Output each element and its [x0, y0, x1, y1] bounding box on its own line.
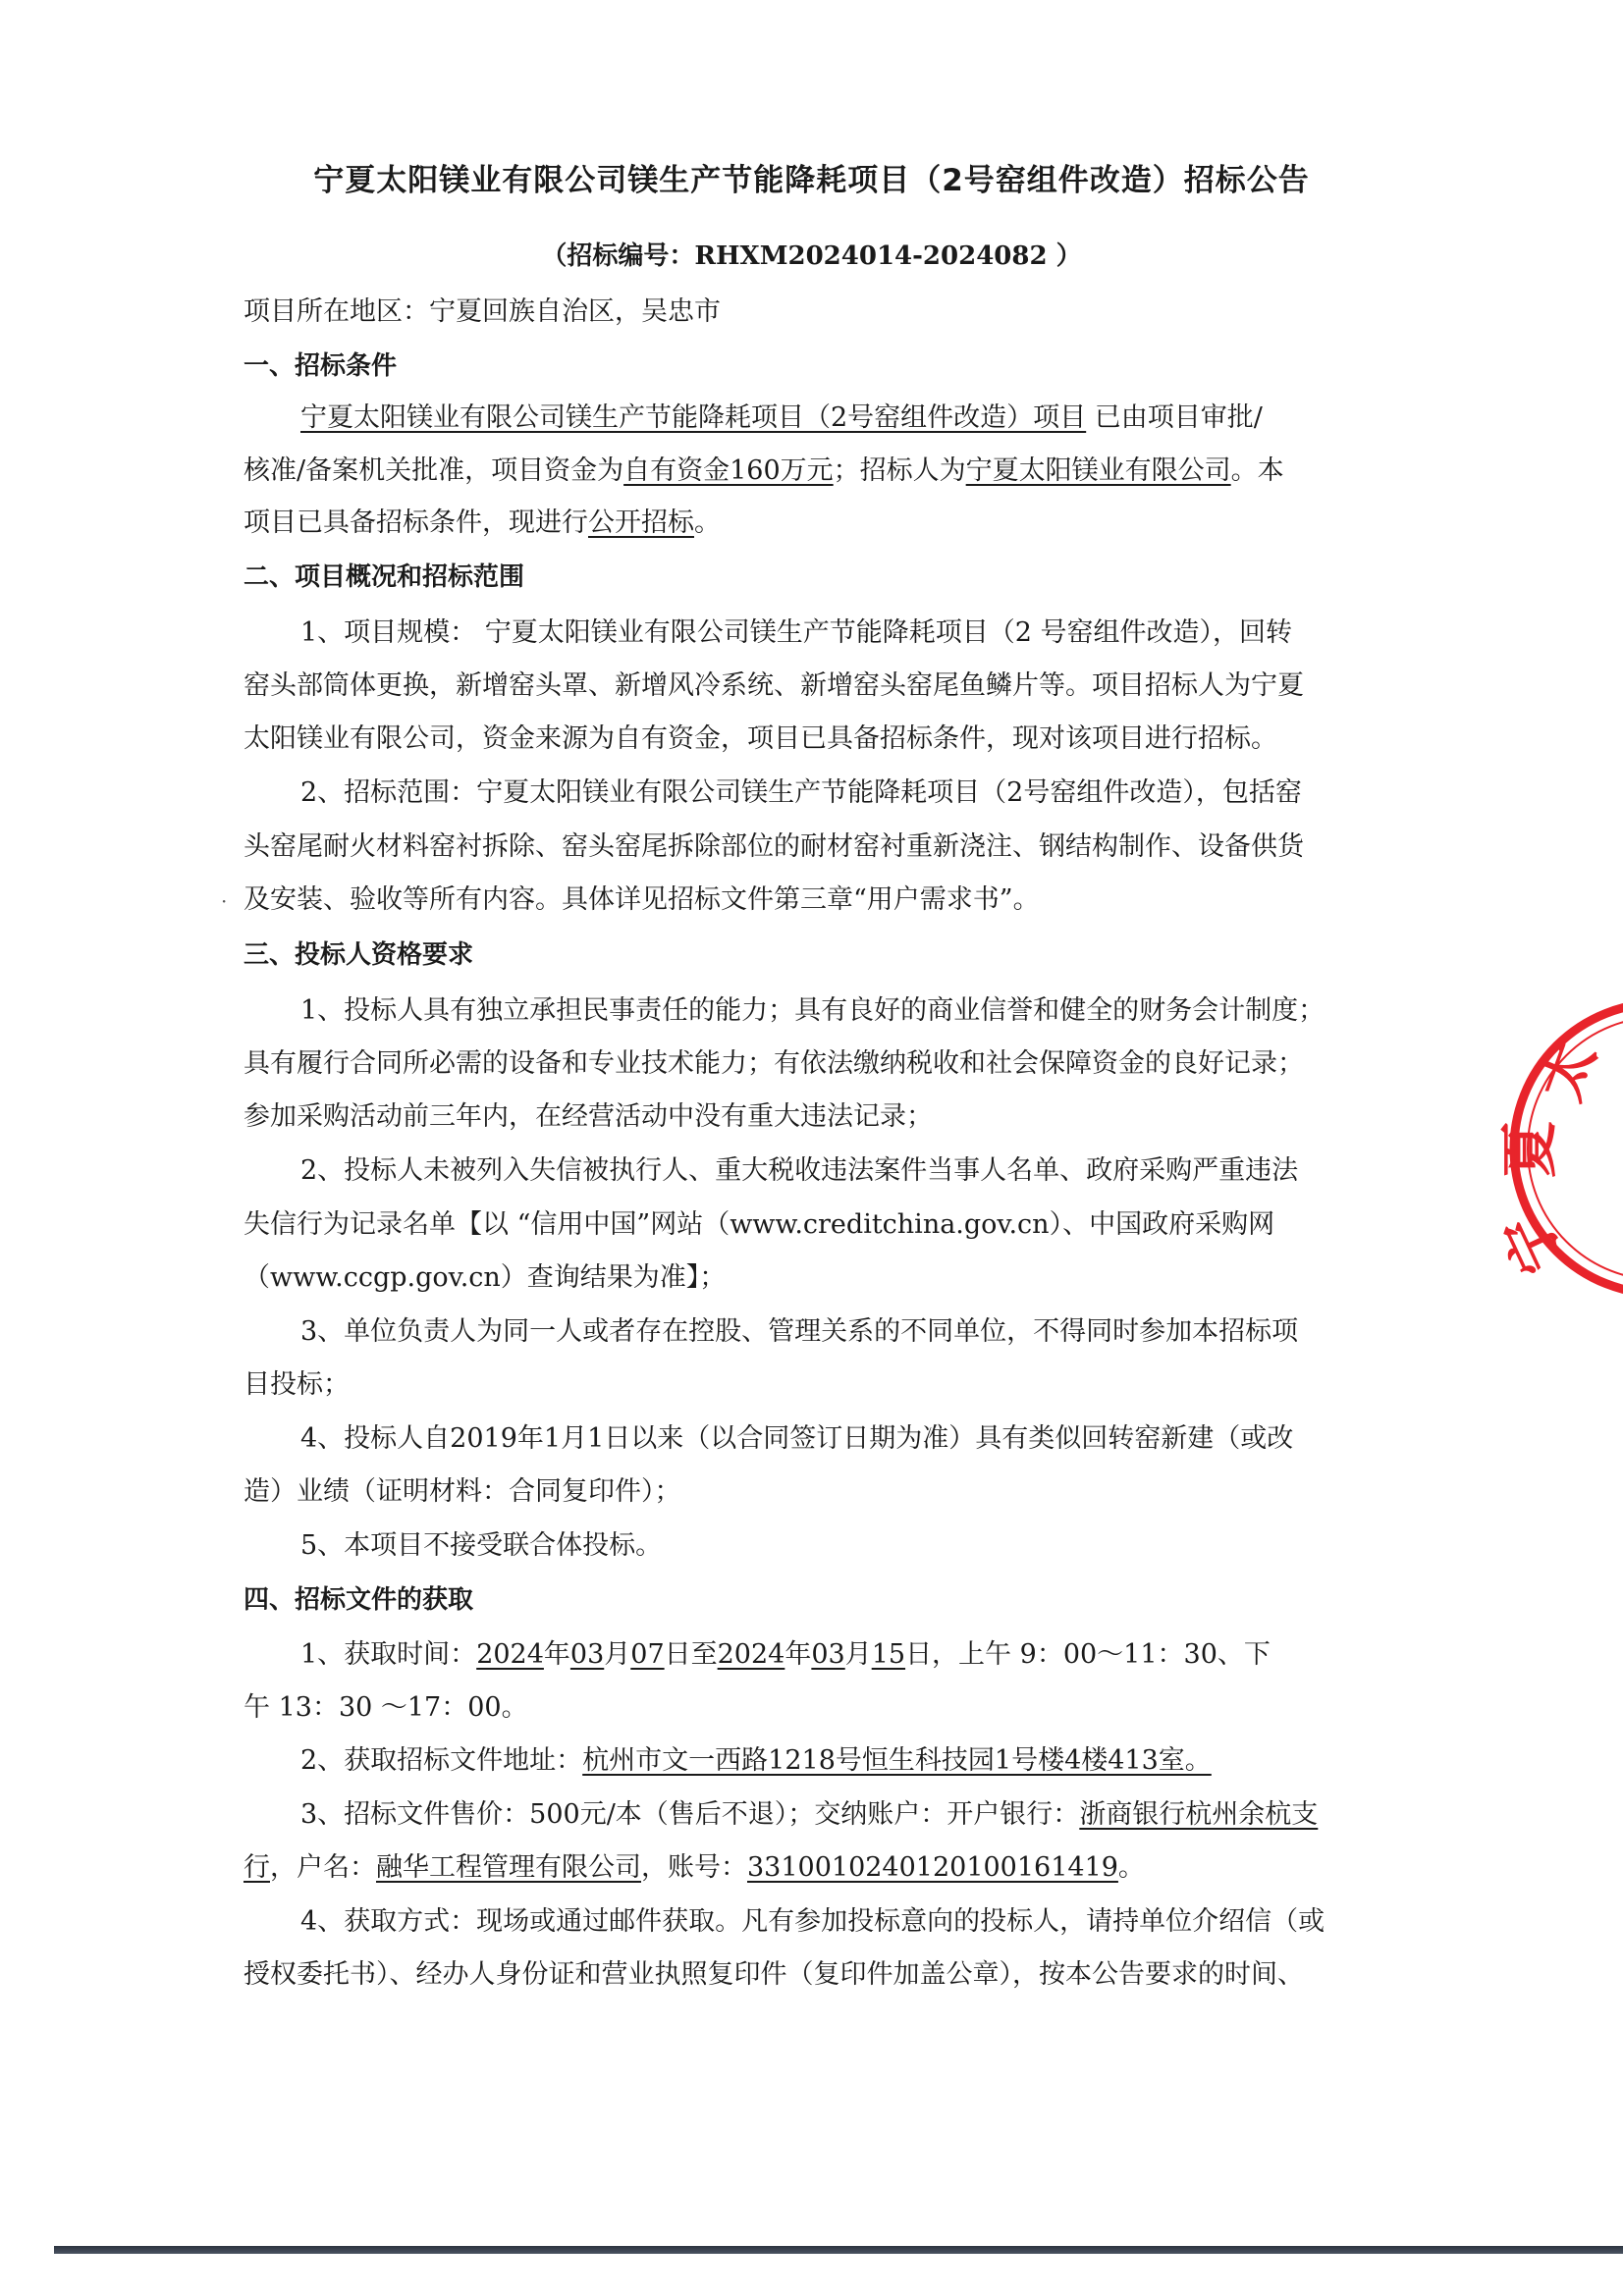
s3-p1-line: 1、投标人具有独立承担民事责任的能力；具有良好的商业信誉和健全的财务会计制度； [300, 995, 1325, 1026]
s3-p2-line: 2、投标人未被列入失信被执行人、重大税收违法案件当事人名单、政府采购严重违法 [300, 1155, 1299, 1186]
s1-line-1: 宁夏太阳镁业有限公司镁生产节能降耗项目（2号窑组件改造）项目 已由项目审批/ [300, 402, 1263, 433]
s4-time-line: 1、获取时间：2024年03月07日至2024年03月15日，上午 9：00～11：30、下 [300, 1639, 1271, 1670]
section-heading-4: 四、招标文件的获取 [243, 1585, 474, 1615]
account-name: 融华工程管理有限公司 [376, 1852, 641, 1883]
s3-p2-line: （www.ccgp.gov.cn）查询结果为准】； [243, 1262, 727, 1293]
s3-p4-line: 4、投标人自2019年1月1日以来（以合同签订日期为准）具有类似回转窑新建（或改 [300, 1423, 1294, 1454]
section-heading-3: 三、投标人资格要求 [243, 940, 474, 970]
s4-time-line-2: 午 13：30 ～17：00。 [243, 1692, 528, 1723]
s4-method-line: 授权委托书）、经办人身份证和营业执照复印件（复印件加盖公章），按本公告要求的时间、 [243, 1959, 1304, 1990]
svg-text:太: 太 [1526, 1033, 1608, 1109]
funding-amount: 自有资金160万元 [623, 455, 834, 486]
s2-p1-line: 窑头部筒体更换，新增窑头罩、新增风冷系统、新增窑头窑尾鱼鳞片等。项目招标人为宁夏 [243, 670, 1304, 701]
section-heading-1: 一、招标条件 [243, 351, 398, 381]
tender-method: 公开招标 [588, 507, 694, 538]
page-bottom-rule [54, 2246, 1623, 2254]
s4-address-line: 2、获取招标文件地址：杭州市文一西路1218号恒生科技园1号楼4楼413室。 [300, 1745, 1212, 1776]
s2-p2-line: 头窑尾耐火材料窑衬拆除、窑头窑尾拆除部位的耐材窑衬重新浇注、钢结构制作、设备供货 [243, 831, 1304, 862]
account-number: 3310010240120100161419 [747, 1852, 1118, 1883]
page-title: 宁夏太阳镁业有限公司镁生产节能降耗项目（2号窑组件改造）招标公告 [313, 163, 1310, 198]
company-seal [1490, 982, 1623, 1315]
s3-p3-line: 目投标； [243, 1369, 350, 1400]
s3-p1-line: 参加采购活动前三年内，在经营活动中没有重大违法记录； [243, 1101, 933, 1132]
s4-price-line: 3、招标文件售价：500元/本（售后不退）；交纳账户：开户银行：浙商银行杭州余杭支 [300, 1799, 1319, 1830]
s3-p2-line: 失信行为记录名单【以 “信用中国”网站（www.creditchina.gov.cn）、中国政府采购网 [243, 1209, 1275, 1240]
s3-p3-line: 3、单位负责人为同一人或者存在控股、管理关系的不同单位，不得同时参加本招标项 [300, 1316, 1299, 1347]
svg-text:夏: 夏 [1496, 1120, 1563, 1178]
s2-p2-line: 及安装、验收等所有内容。具体详见招标文件第三章“用户需求书”。 [243, 884, 1040, 915]
s1-line-2: 核准/备案机关批准，项目资金为自有资金160万元；招标人为宁夏太阳镁业有限公司。本 [243, 455, 1284, 486]
s4-method-line: 4、获取方式：现场或通过邮件获取。凡有参加投标意向的投标人，请持单位介绍信（或 [300, 1906, 1325, 1937]
pickup-address: 杭州市文一西路1218号恒生科技园1号楼4楼413室。 [582, 1745, 1212, 1776]
tenderer-name: 宁夏太阳镁业有限公司 [965, 455, 1231, 486]
s3-p4-line: 造）业绩（证明材料：合同复印件）； [243, 1476, 681, 1507]
s2-p2-line: 2、招标范围：宁夏太阳镁业有限公司镁生产节能降耗项目（2号窑组件改造），包括窑 [300, 777, 1302, 808]
s3-p5-line: 5、本项目不接受联合体投标。 [300, 1530, 663, 1561]
margin-mark: · [221, 889, 228, 913]
s1-line-3: 项目已具备招标条件，现进行公开招标。 [243, 507, 721, 538]
s4-account-line: 行，户名：融华工程管理有限公司，账号：3310010240120100161419。 [243, 1852, 1145, 1883]
tender-code: （招标编号：RHXM2024014-2024082 ） [541, 241, 1082, 271]
bank-name: 浙商银行杭州余杭支 [1079, 1799, 1319, 1830]
section-heading-2: 二、项目概况和招标范围 [243, 562, 525, 592]
s2-p1-line: 1、项目规模： 宁夏太阳镁业有限公司镁生产节能降耗项目（2 号窑组件改造），回转 [300, 617, 1293, 648]
svg-text:宁: 宁 [1490, 1203, 1576, 1284]
s2-p1-line: 太阳镁业有限公司，资金来源为自有资金，项目已具备招标条件，现对该项目进行招标。 [243, 723, 1277, 754]
project-region: 项目所在地区：宁夏回族自治区，吴忠市 [243, 296, 721, 327]
s3-p1-line: 具有履行合同所必需的设备和专业技术能力；有依法缴纳税收和社会保障资金的良好记录； [243, 1048, 1304, 1079]
s1-project-name: 宁夏太阳镁业有限公司镁生产节能降耗项目（2号窑组件改造）项目 [300, 402, 1087, 433]
